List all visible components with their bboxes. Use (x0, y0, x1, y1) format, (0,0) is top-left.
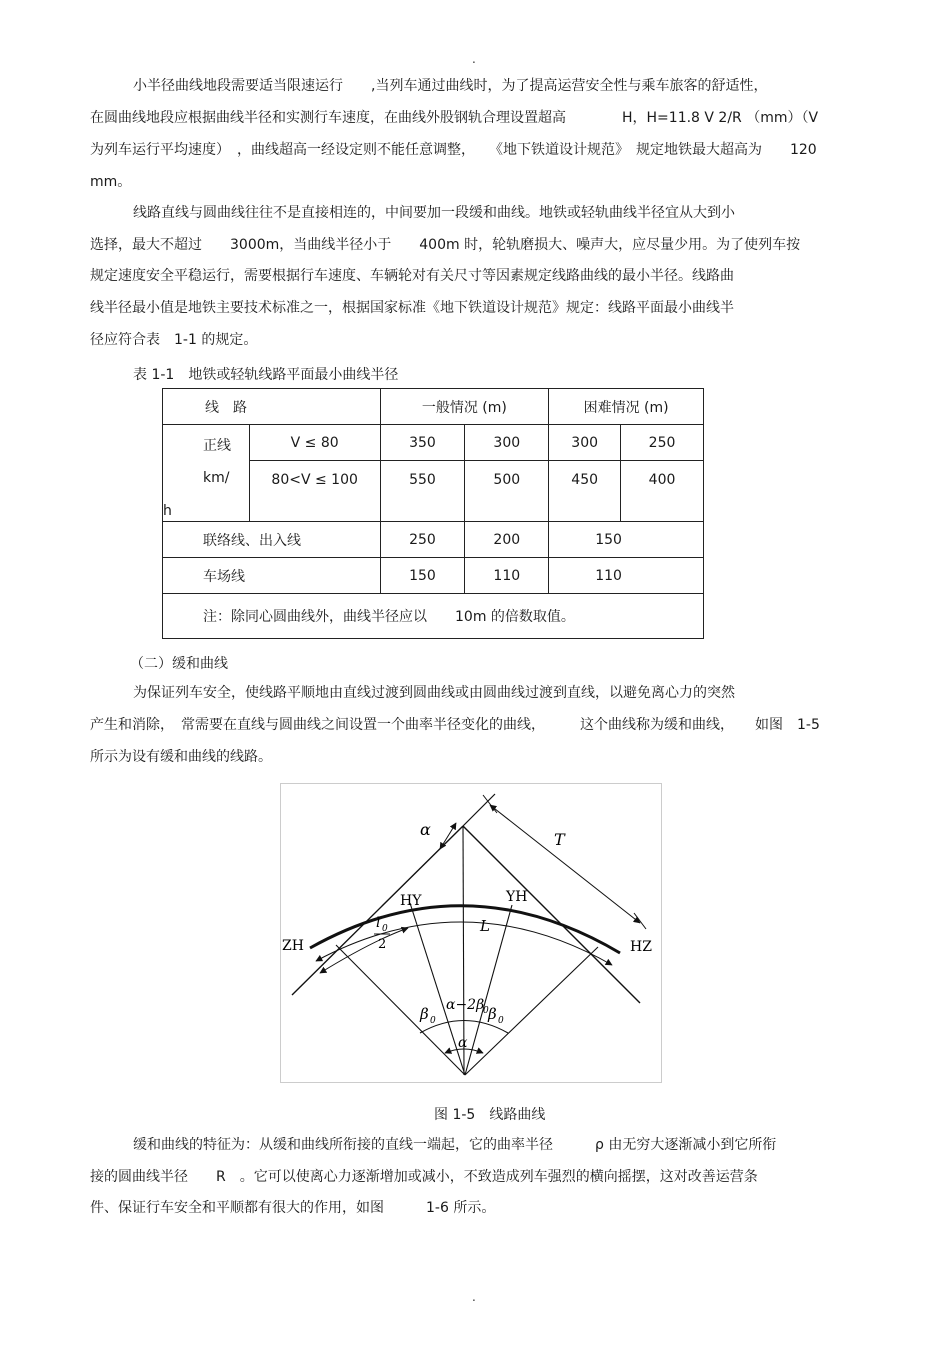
header-line: 线 路 (163, 389, 381, 425)
route-curve-figure (280, 783, 662, 1083)
tangent-extension (463, 794, 495, 826)
main-line-label: 正线 (203, 438, 231, 454)
value-cell: 150 (549, 522, 704, 558)
label-HZ: HZ (630, 939, 652, 955)
value-cell: 150 (380, 558, 465, 594)
p1-line-2: 在圆曲线地段应根据曲线半径和实测行车速度，在曲线外股钢轨合理设置超高 H，H=11.8 V 2/R （mm）（V (90, 110, 819, 126)
label-alpha-bottom: α (458, 1035, 468, 1051)
label-center-expr: α−2β (446, 997, 485, 1013)
value-cell: 400 (621, 461, 704, 522)
label-beta-left-sub: 0 (430, 1016, 436, 1026)
label-half: 2 (378, 937, 387, 952)
table-note: 注：除同心圆曲线外，曲线半径应以 10m 的倍数取值。 (163, 594, 704, 639)
p2-line-2: 选择，最大不超过 3000m，当曲线半径小于 400m 时，轮轨磨损大、噪声大，应尽量少用。为了使列车按 (90, 237, 801, 253)
tangent-right (463, 826, 640, 1003)
value-cell: 500 (465, 461, 549, 522)
label-YH: YH (506, 889, 528, 905)
liaison-label: 联络线、出入线 (163, 522, 381, 558)
page-mark-top: . (472, 52, 476, 66)
p1-line-3: 为列车运行平均速度） ，曲线超高一经设定则不能任意调整， 《地下铁道设计规范》 规定地铁最大超高为 120 (90, 142, 817, 158)
value-cell: 300 (465, 425, 549, 461)
label-HY: HY (400, 893, 422, 909)
dimension-T (490, 805, 640, 923)
label-beta-left: β (420, 1005, 429, 1023)
p2-line-1: 线路直线与圆曲线往往不是直接相连的，中间要加一段缓和曲线。地铁或轻轨曲线半径宜从大到小 (133, 205, 735, 221)
figure-caption: 图 1-5 线路曲线 (434, 1107, 546, 1123)
table-caption: 表 1-1 地铁或轻轨线路平面最小曲线半径 (133, 367, 399, 383)
p1-line-1: 小半径曲线地段需要适当限速运行 ,当列车通过曲线时，为了提高运营安全性与乘车旅客的舒适性， (133, 78, 768, 94)
header-normal: 一般情况 (m) (380, 389, 549, 425)
p2-line-5: 径应符合表 1-1 的规定。 (90, 332, 258, 348)
p2-line-4: 线半径最小值是地铁主要技术标准之一，根据国家标准《地下铁道设计规范》规定：线路平面最小曲线半 (90, 300, 734, 316)
label-alpha-top: α (420, 820, 431, 839)
value-cell: 350 (380, 425, 465, 461)
value-cell: 450 (549, 461, 621, 522)
p3-line-1: 为保证列车安全，使线路平顺地由直线过渡到圆曲线或由圆曲线过渡到直线，以避免离心力的突然 (133, 685, 735, 701)
label-center-sub: 0 (483, 1006, 489, 1016)
p3-line-3: 所示为设有缓和曲线的线路。 (90, 749, 272, 765)
section-title: （二）缓和曲线 (130, 656, 228, 672)
cond-cell: 80<V ≤ 100 (249, 461, 380, 522)
page-mark-bottom: . (472, 1290, 476, 1304)
label-ZH: ZH (282, 938, 304, 954)
cond-cell: V ≤ 80 (249, 425, 380, 461)
p2-line-3: 规定速度安全平稳运行，需要根据行车速度、车辆轮对有关尺寸等因素规定线路曲线的最小半径。线路曲 (90, 268, 734, 284)
label-beta-right: β (488, 1005, 497, 1023)
curve-diagram (280, 783, 662, 1083)
tangent-left (292, 826, 463, 995)
speed-unit-label-h: h (163, 503, 172, 519)
p4-line-3: 件、保证行车安全和平顺都有很大的作用，如图 1-6 所示。 (90, 1200, 496, 1216)
depot-label: 车场线 (163, 558, 381, 594)
p4-line-2: 接的圆曲线半径 R 。它可以使离心力逐渐增加或减小，不致造成列车强烈的横向摇摆，这对改善运营条 (90, 1169, 758, 1185)
label-L: L (480, 917, 490, 935)
min-curve-radius-table (162, 388, 704, 639)
value-cell: 200 (465, 522, 549, 558)
value-cell: 250 (380, 522, 465, 558)
speed-unit-label: km/ (203, 470, 230, 486)
header-difficult: 困难情况 (m) (549, 389, 704, 425)
label-T: T (554, 830, 565, 849)
tick-T-bottom (634, 913, 646, 929)
value-cell: 300 (549, 425, 621, 461)
p4-line-1: 缓和曲线的特征为：从缓和曲线所衔接的直线一端起，它的曲率半径 ρ 由无穷大逐渐减小到它所衔 (133, 1137, 777, 1153)
label-l0-sub: 0 (382, 924, 388, 934)
p1-line-4: mm。 (90, 174, 132, 190)
label-beta-right-sub: 0 (498, 1016, 504, 1026)
label-l0: l (376, 915, 381, 931)
value-cell: 110 (549, 558, 704, 594)
main-line-cell (163, 425, 250, 522)
value-cell: 110 (465, 558, 549, 594)
p3-line-2: 产生和消除， 常需要在直线与圆曲线之间设置一个曲率半径变化的曲线， 这个曲线称为缓和曲线， 如图 1-5 (90, 717, 820, 733)
value-cell: 250 (621, 425, 704, 461)
value-cell: 550 (380, 461, 465, 522)
